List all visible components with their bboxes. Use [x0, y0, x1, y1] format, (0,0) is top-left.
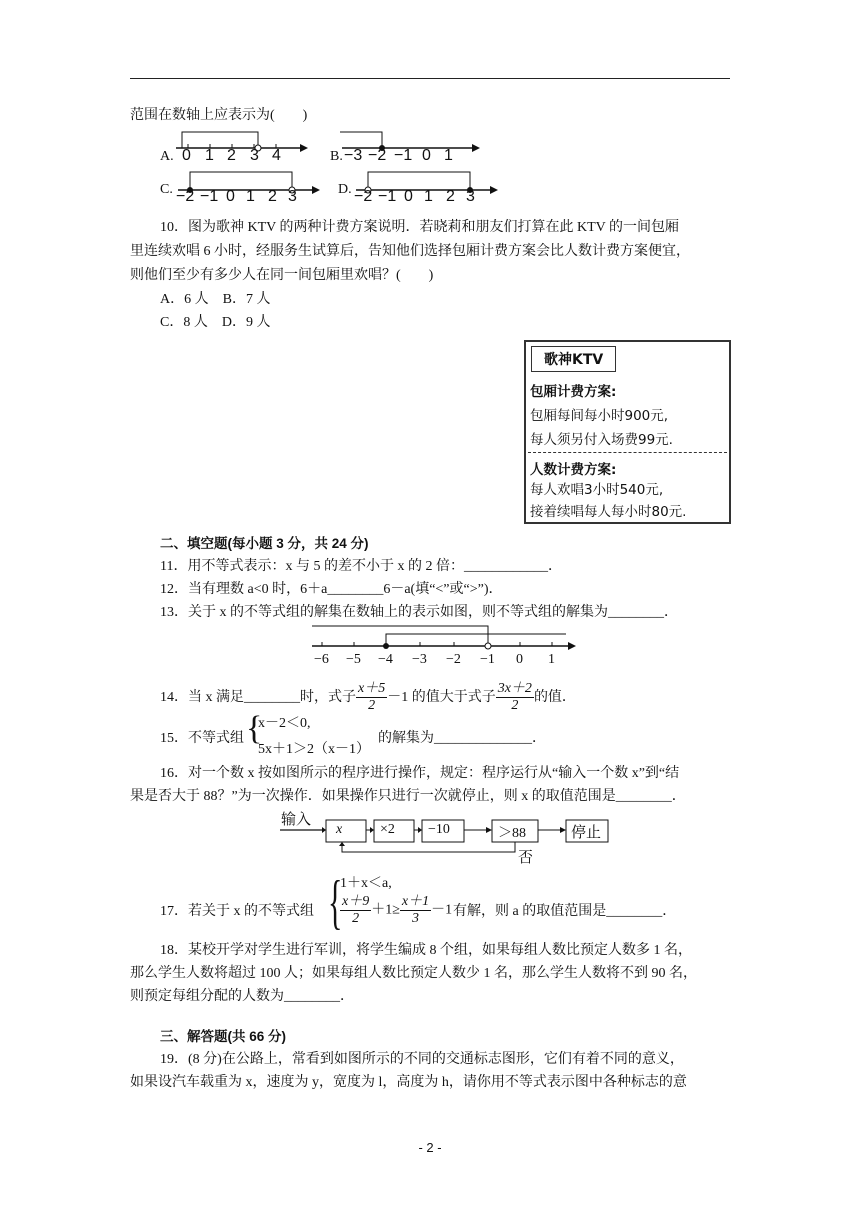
q17-f1-den: 2: [352, 911, 360, 926]
q10-line2: 里连续欢唱 6 小时，经服务生试算后，告知他们选择包厢计费方案会比人数计费方案便宜，: [130, 244, 690, 259]
option-a-numberline: [172, 128, 312, 168]
q17-f1-num: x＋9: [342, 894, 370, 909]
option-d-tick-0: −2: [354, 188, 373, 205]
option-d-tick-5: 3: [466, 188, 475, 205]
plan2-line1: 每人欢唱3小时540元,: [530, 482, 664, 498]
plan1-line1: 包厢每间每小时900元,: [530, 408, 669, 424]
option-d-label: D.: [338, 182, 352, 197]
section-3-heading: 三、解答题(共 66 分): [160, 1029, 287, 1044]
q19-line1: 19．(8 分)在公路上，常看到如图所示的不同的交通标志图形，它们有着不同的意义，: [160, 1052, 684, 1067]
q14-post: 的值．: [533, 690, 576, 705]
plan2-title: 人数计费方案:: [530, 462, 617, 478]
q14-f1-den: 2: [368, 698, 376, 714]
option-b-label: B.: [330, 149, 343, 164]
q14-f2-num: 3x＋2: [497, 681, 532, 697]
q17-mid: ＋1≥: [371, 902, 400, 918]
q10-line1: 10．图为歌神 KTV 的两种计费方案说明．若晓莉和朋友们打算在此 KTV 的一间包厢: [160, 220, 680, 235]
option-b-tick-4: 1: [444, 147, 453, 164]
flow-box-stop: 停止: [571, 824, 602, 841]
ktv-brand: 歌神KTV: [531, 346, 616, 372]
q13-tick-7: 1: [548, 652, 555, 667]
option-b-tick-3: 0: [422, 147, 431, 164]
q17-fraction-1: [340, 894, 371, 927]
q15-eq1: x－2＜0,: [258, 716, 311, 731]
q15-eq2: 5x＋1＞2（x－1）: [258, 742, 370, 757]
option-c-tick-5: 3: [288, 188, 297, 205]
option-a-tick-0: 0: [182, 147, 191, 164]
flow-input-label: 输入: [281, 811, 312, 828]
q18-line2: 那么学生人数将超过 100 人；如果每组人数比预定人数少 1 名，那么学生人数将不到 90 名，: [130, 966, 697, 981]
divider: [528, 452, 727, 453]
option-a-tick-2: 2: [227, 147, 236, 164]
flow-box-gt88: ＞88: [498, 826, 526, 841]
q17-brace: {: [328, 869, 343, 935]
option-b-tick-1: −2: [368, 147, 387, 164]
flow-box-times2: ×2: [380, 822, 395, 837]
q18-line3: 则预定每组分配的人数为________．: [130, 989, 354, 1004]
option-b-tick-0: −3: [344, 147, 363, 164]
option-c-label: C.: [160, 182, 173, 197]
q19-line2: 如果设汽车载重为 x，速度为 y，宽度为 l，高度为 h，请你用不等式表示图中各种标志的意: [130, 1075, 687, 1090]
option-c-tick-3: 1: [246, 188, 255, 205]
q13-tick-3: −3: [412, 652, 427, 667]
q13: 13．关于 x 的不等式组的解集在数轴上的表示如图，则不等式组的解集为________．: [160, 605, 678, 620]
q11: 11．用不等式表示：x 与 5 的差不小于 x 的 2 倍：____________．: [160, 559, 562, 574]
q17-f2-den: 3: [412, 911, 420, 926]
q9-stem: 范围在数轴上应表示为( ): [130, 108, 308, 123]
option-d-tick-2: 0: [404, 188, 413, 205]
q10-line3: 则他们至少有多少人在同一间包厢里欢唱？( ): [130, 268, 434, 283]
q17-eq2: [340, 894, 452, 927]
q16-line1: 16．对一个数 x 按如图所示的程序进行操作，规定：程序运行从“输入一个数 x”到“结: [160, 766, 680, 781]
flow-no-label: 否: [518, 849, 534, 866]
ktv-pricing-sign: [524, 340, 731, 524]
q13-tick-2: −4: [378, 652, 393, 667]
section-2-heading: 二、填空题(每小题 3 分，共 24 分): [160, 536, 369, 551]
q14-mid: －1 的值大于式子: [387, 690, 496, 705]
option-d-tick-4: 2: [446, 188, 455, 205]
option-c-tick-0: −2: [176, 188, 195, 205]
q13-tick-4: −2: [446, 652, 461, 667]
q15-brace: {: [246, 710, 263, 747]
option-a-tick-3: 3: [250, 147, 259, 164]
q15-pre: 15．不等式组: [160, 731, 244, 746]
q13-numberline: [308, 622, 580, 656]
option-c-tick-2: 0: [226, 188, 235, 205]
q10-options-ab: A．6 人 B．7 人: [160, 292, 271, 307]
plan1-title: 包厢计费方案:: [530, 384, 617, 400]
q16-line2: 果是否大于 88？”为一次操作．如果操作只进行一次就停止，则 x 的取值范围是________．: [130, 789, 686, 804]
flow-box-minus10: −10: [428, 822, 450, 837]
q14-fraction-2: [496, 681, 534, 714]
option-a-tick-1: 1: [205, 147, 214, 164]
q17-tail: －1: [431, 902, 453, 918]
q18-line1: 18．某校开学对学生进行军训，将学生编成 8 个组，如果每组人数比预定人数多 1 名，: [160, 943, 692, 958]
q13-tick-1: −5: [346, 652, 361, 667]
q10-options-cd: C．8 人 D．9 人: [160, 315, 271, 330]
option-d-tick-3: 1: [424, 188, 433, 205]
q13-tick-5: −1: [480, 652, 495, 667]
option-c-tick-1: −1: [200, 188, 219, 205]
q17-eq1: 1＋x＜a,: [340, 876, 392, 891]
flow-box-x: x: [336, 822, 343, 837]
q17-fraction-2: [400, 894, 431, 927]
q14-fraction-1: [356, 681, 387, 714]
option-a-label: A.: [160, 149, 174, 164]
header-rule: [130, 78, 730, 79]
page-number: - 2 -: [418, 1140, 442, 1155]
option-a-tick-4: 4: [272, 147, 281, 164]
q17-f2-num: x＋1: [401, 894, 430, 909]
q13-tick-0: −6: [314, 652, 329, 667]
q14-f1-num: x＋5: [358, 681, 386, 697]
plan1-line2: 每人须另付入场费99元.: [530, 432, 673, 448]
q15-post: 的解集为______________．: [378, 731, 546, 746]
q12: 12．当有理数 a<0 时，6＋a________6－a(填“<”或“>”)．: [160, 582, 503, 597]
plan2-line2: 接着续唱每人每小时80元.: [530, 504, 687, 520]
q17-pre: 17．若关于 x 的不等式组: [160, 904, 314, 919]
q17-post: 有解，则 a 的取值范围是________．: [453, 904, 677, 919]
q13-tick-6: 0: [516, 652, 523, 667]
option-b-tick-2: −1: [394, 147, 413, 164]
q14-pre: 14．当 x 满足________时，式子: [160, 690, 356, 705]
option-d-tick-1: −1: [378, 188, 397, 205]
q14-f2-den: 2: [511, 698, 519, 714]
option-c-tick-4: 2: [268, 188, 277, 205]
